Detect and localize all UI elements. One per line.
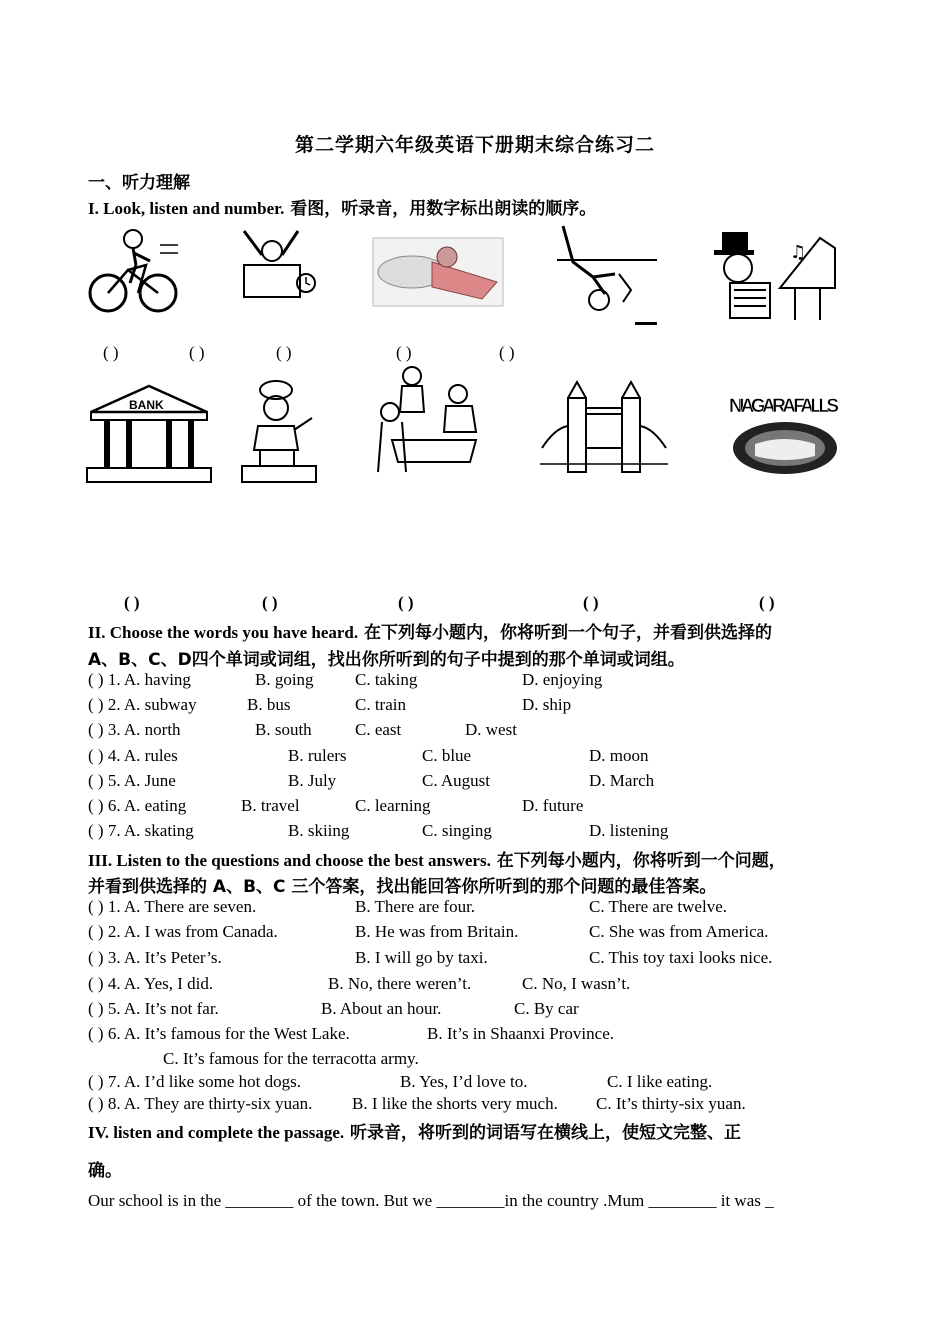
section2-q2-d: D. ship [522,695,572,714]
answer-blank[interactable]: ( ) [262,593,278,612]
wake-up-icon [240,225,320,300]
section2-q1-b: B. going [255,670,314,689]
section2-q5-c: C. August [422,771,491,790]
part1-heading: 一、听力理解 [88,173,190,193]
cook-icon [240,378,318,486]
section3-q1-c: C. There are twelve. [589,897,727,916]
answer-blank[interactable]: ( ) [398,593,414,612]
section3-q6: ( ) 6. A. It’s famous for the West Lake. [88,1024,350,1043]
answer-blank[interactable]: ( ) [103,343,119,362]
section3-q4-c: C. No, I wasn’t. [522,974,631,993]
section2-q6-b: B. travel [241,796,300,815]
section3-q7-c: C. I like eating. [607,1072,713,1091]
bank-icon [85,382,213,486]
answer-blank[interactable]: ( ) [189,343,205,362]
section2-q1-c: C. taking [355,670,418,689]
section2-q1: ( ) 1. A. having [88,670,191,689]
page-title: 第二学期六年级英语下册期末综合练习二 [294,134,655,156]
section3-instruction: 在下列每小题内，你将听到一个问题， [490,851,786,871]
section3-q2: ( ) 2. A. I was from Canada. [88,922,278,941]
section3-q6-c: C. It’s famous for the terracotta army. [163,1049,419,1068]
section2-heading [88,618,772,643]
high-jump-icon [553,222,661,327]
section2-q7-d: D. listening [589,821,669,840]
section3-q5-b: B. About an hour. [321,999,442,1018]
answer-blank[interactable]: ( ) [583,593,599,612]
cyclist-icon [88,225,183,315]
answer-blank[interactable]: ( ) [396,343,412,362]
section3-q7-b: B. Yes, I’d love to. [400,1072,528,1091]
section3-q2-b: B. He was from Britain. [355,922,519,941]
section2-label: II. Choose the words you have heard. [88,623,359,642]
niagara-title: NIAGARA FALLS [729,396,839,417]
section3-q3: ( ) 3. A. It’s Peter’s. [88,948,222,967]
section3-q5-c: C. By car [514,999,579,1018]
section2-q6: ( ) 6. A. eating [88,796,187,815]
section2-q2: ( ) 2. A. subway [88,695,197,714]
section3-q1-b: B. There are four. [355,897,476,916]
section3-q8-c: C. It’s thirty-six yuan. [596,1094,746,1113]
section2-q2-b: B. bus [247,695,291,714]
answer-blank[interactable]: ( ) [276,343,292,362]
section2-q7-c: C. singing [422,821,492,840]
niagara-falls-icon [725,384,843,480]
section1-instruction: 看图，听录音，用数字标出朗读的顺序。 [284,199,597,219]
tower-bridge-icon [540,378,668,474]
section2-q2-c: C. train [355,695,406,714]
section2-instruction: 在下列每小题内，你将听到一个句子，并看到供选择的 [358,623,773,643]
section3-instruction-2: 并看到供选择的 A、B、C 三个答案，找出能回答你所听到的那个问题的最佳答案。 [88,877,717,897]
section3-q1: ( ) 1. A. There are seven. [88,897,257,916]
passage-text: Our school is in the ________ of the town. But we ________in the country .Mum ________ it was _ [88,1191,774,1210]
section2-q6-c: C. learning [355,796,431,815]
section4-label: IV. listen and complete the passage. [88,1123,345,1142]
section3-q8: ( ) 8. A. They are thirty-six yuan. [88,1094,313,1113]
section4-instruction: 听录音，将听到的词语写在横线上，使短文完整、正 [344,1123,742,1143]
section3-q3-c: C. This toy taxi looks nice. [589,948,773,967]
piano-player-icon [700,228,840,323]
section3-heading [88,846,786,871]
answer-blank[interactable]: ( ) [124,593,140,612]
section4-heading [88,1118,741,1143]
section2-q3: ( ) 3. A. north [88,720,181,739]
section2-q7: ( ) 7. A. skating [88,821,194,840]
restaurant-icon [372,362,487,477]
section3-q8-b: B. I like the shorts very much. [352,1094,558,1113]
section1-heading [88,194,596,219]
section2-q4: ( ) 4. A. rules [88,746,178,765]
section2-q5-d: D. March [589,771,655,790]
section2-q3-d: D. west [465,720,517,739]
section4-instruction-2: 确。 [88,1161,122,1181]
section2-instruction-2: A、B、C、D四个单词或词组，找出你所听到的句子中提到的那个单词或词组。 [88,650,685,670]
section2-q4-c: C. blue [422,746,472,765]
section2-q7-b: B. skiing [288,821,350,840]
section3-label: III. Listen to the questions and choose the best answers. [88,851,491,870]
svg-text:♫: ♫ [790,242,807,263]
section3-q2-c: C. She was from America. [589,922,769,941]
section1-label: I. Look, listen and number. [88,199,285,218]
section2-q1-d: D. enjoying [522,670,603,689]
answer-blank[interactable]: ( ) [499,343,515,362]
section2-q4-d: D. moon [589,746,649,765]
section3-q7: ( ) 7. A. I’d like some hot dogs. [88,1072,301,1091]
section3-q4: ( ) 4. A. Yes, I did. [88,974,214,993]
section3-q4-b: B. No, there weren’t. [328,974,472,993]
answer-blank[interactable]: ( ) [759,593,775,612]
sleeping-icon [372,237,504,307]
section2-q5-b: B. July [288,771,337,790]
bank-sign: BANK [129,398,164,412]
section2-q6-d: D. future [522,796,584,815]
section2-q3-b: B. south [255,720,312,739]
section2-q5: ( ) 5. A. June [88,771,176,790]
section2-q4-b: B. rulers [288,746,347,765]
section3-q5: ( ) 5. A. It’s not far. [88,999,219,1018]
section2-q3-c: C. east [355,720,402,739]
section3-q3-b: B. I will go by taxi. [355,948,488,967]
section3-q6-b: B. It’s in Shaanxi Province. [427,1024,614,1043]
